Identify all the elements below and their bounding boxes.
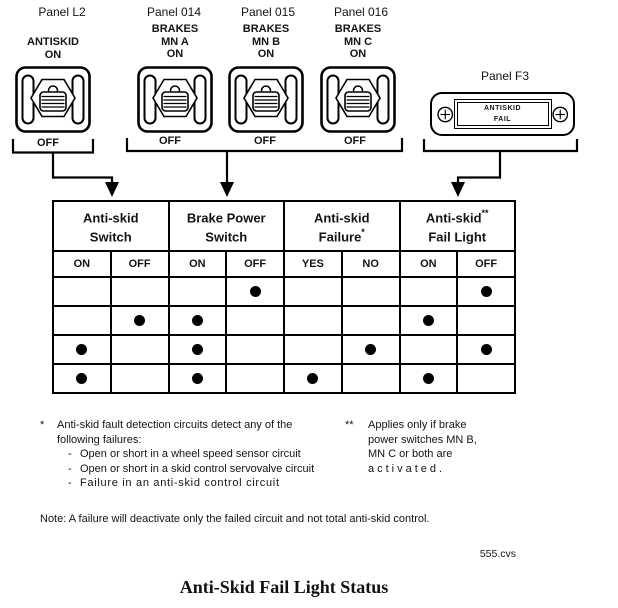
table-cell bbox=[169, 277, 227, 306]
panel-l2-switch-labels bbox=[3, 36, 103, 61]
dot-marker bbox=[192, 373, 203, 384]
footnote-single bbox=[57, 418, 342, 491]
table-row bbox=[53, 306, 515, 335]
table-cell bbox=[284, 277, 342, 306]
table-row bbox=[53, 364, 515, 393]
footnote-single-marker: * bbox=[40, 419, 45, 431]
panel-015-title: Panel 015 bbox=[240, 5, 296, 19]
table-cell bbox=[53, 306, 111, 335]
switch-label-line: MN C bbox=[343, 35, 373, 48]
footnote-line: MN C or both are bbox=[368, 448, 453, 460]
table-cell bbox=[226, 306, 284, 335]
dot-marker bbox=[481, 286, 492, 297]
bullet-dash: - bbox=[68, 448, 72, 460]
arrowhead-icon bbox=[220, 182, 234, 197]
switch-label-line: BRAKES bbox=[334, 23, 382, 35]
note-text: Note: A failure will deactivate only the failed circuit and not total anti-skid control. bbox=[40, 513, 430, 525]
sub-header: ON bbox=[169, 251, 227, 277]
switch-label-line: BRAKES bbox=[242, 23, 290, 35]
sub-header: NO bbox=[342, 251, 400, 277]
footnote-bullet: - Open or short in a wheel speed sensor circuit bbox=[68, 448, 301, 460]
panel-f3-title: Panel F3 bbox=[480, 69, 530, 83]
status-table-body bbox=[53, 277, 515, 393]
table-row bbox=[53, 277, 515, 306]
panel-014-title: Panel 014 bbox=[146, 5, 202, 19]
table-cell bbox=[342, 306, 400, 335]
dot-marker bbox=[134, 315, 145, 326]
switch-label-line: MN A bbox=[161, 35, 189, 48]
screw-icon bbox=[552, 105, 569, 124]
switch-label-line: ON bbox=[44, 48, 62, 61]
dot-marker bbox=[76, 344, 87, 355]
toggle-switch-icon bbox=[320, 66, 396, 133]
table-cell bbox=[226, 335, 284, 364]
screw-icon bbox=[437, 105, 454, 124]
table-cell bbox=[169, 364, 227, 393]
dot-marker bbox=[481, 344, 492, 355]
table-cell bbox=[400, 306, 458, 335]
footnote-double bbox=[368, 418, 498, 476]
status-table bbox=[52, 200, 516, 394]
table-cell bbox=[400, 364, 458, 393]
fail-light-placard bbox=[454, 99, 552, 129]
placard-line: ANTISKID bbox=[483, 105, 522, 112]
panel-015-switch-labels bbox=[216, 23, 316, 61]
table-cell bbox=[457, 364, 515, 393]
group-header-anti-skid-fail-light: Anti-skid** Fail Light bbox=[400, 201, 516, 251]
table-cell bbox=[226, 277, 284, 306]
panel-016-switch-labels bbox=[308, 23, 408, 61]
dot-marker bbox=[307, 373, 318, 384]
panel-016-title: Panel 016 bbox=[333, 5, 389, 19]
switch-label-line: ON bbox=[257, 48, 275, 60]
panel-015-off-label: OFF bbox=[254, 135, 276, 147]
toggle-switch-icon bbox=[15, 66, 91, 133]
sub-header: OFF bbox=[111, 251, 169, 277]
table-cell bbox=[169, 335, 227, 364]
group-header-brake-power-switch: Brake Power Switch bbox=[169, 201, 285, 251]
file-reference: 555.cvs bbox=[479, 548, 516, 560]
footnote-line: activated. bbox=[368, 462, 446, 475]
table-row bbox=[53, 335, 515, 364]
dot-marker bbox=[423, 373, 434, 384]
sub-header: ON bbox=[53, 251, 111, 277]
switch-label-line: ON bbox=[349, 48, 367, 60]
group-header-anti-skid-failure: Anti-skid Failure* bbox=[284, 201, 400, 251]
dot-marker bbox=[192, 344, 203, 355]
dot-marker bbox=[423, 315, 434, 326]
footnote-line: power switches MN B, bbox=[368, 433, 477, 446]
dot-marker bbox=[76, 373, 87, 384]
table-cell bbox=[111, 335, 169, 364]
panel-l2-off-label: OFF bbox=[37, 137, 59, 149]
switch-label-line: ANTISKID bbox=[27, 36, 79, 48]
footnote-line: following failures: bbox=[57, 433, 142, 446]
sub-header-row bbox=[53, 251, 515, 277]
table-cell bbox=[284, 364, 342, 393]
switch-label-line: ON bbox=[166, 48, 184, 60]
footnote-line: Anti-skid fault detection circuits detect any of the bbox=[57, 419, 293, 431]
arrowhead-icon bbox=[451, 182, 465, 197]
table-cell bbox=[284, 335, 342, 364]
footnote-line: Applies only if brake bbox=[368, 419, 467, 431]
figure-caption: Anti-Skid Fail Light Status bbox=[179, 577, 389, 597]
table-cell bbox=[53, 277, 111, 306]
footnote-bullet: - Failure in an anti-skid control circuit bbox=[68, 477, 280, 489]
table-cell bbox=[226, 364, 284, 393]
panel-014-switch-labels bbox=[125, 23, 225, 61]
table-cell bbox=[457, 335, 515, 364]
panel-l2-title: Panel L2 bbox=[38, 5, 86, 19]
table-cell bbox=[111, 364, 169, 393]
toggle-switch-icon bbox=[137, 66, 213, 133]
bullet-dash: - bbox=[68, 462, 72, 475]
dot-marker bbox=[365, 344, 376, 355]
table-cell bbox=[342, 364, 400, 393]
table-cell bbox=[342, 277, 400, 306]
group-header-anti-skid-switch: Anti-skid Switch bbox=[53, 201, 169, 251]
table-cell bbox=[53, 335, 111, 364]
dot-marker bbox=[192, 315, 203, 326]
toggle-switch-icon bbox=[228, 66, 304, 133]
arrowhead-icon bbox=[105, 182, 119, 197]
bullet-dash: - bbox=[68, 477, 72, 489]
sub-header: OFF bbox=[457, 251, 515, 277]
table-cell bbox=[169, 306, 227, 335]
footnote-bullet: - Open or short in a skid control servovalve circuit bbox=[68, 462, 315, 475]
panel-014-off-label: OFF bbox=[159, 135, 181, 147]
table-cell bbox=[111, 306, 169, 335]
group-header-row bbox=[53, 201, 515, 251]
table-cell bbox=[111, 277, 169, 306]
placard-line: FAIL bbox=[493, 116, 512, 123]
footnote-double-marker: ** bbox=[345, 419, 354, 431]
sub-header: YES bbox=[284, 251, 342, 277]
fail-light-indicator bbox=[430, 92, 575, 136]
table-cell bbox=[457, 277, 515, 306]
table-cell bbox=[284, 306, 342, 335]
sub-header: OFF bbox=[226, 251, 284, 277]
sub-header: ON bbox=[400, 251, 458, 277]
table-cell bbox=[400, 335, 458, 364]
switch-label-line: BRAKES bbox=[151, 23, 199, 35]
table-cell bbox=[400, 277, 458, 306]
table-cell bbox=[53, 364, 111, 393]
panel-016-off-label: OFF bbox=[344, 135, 366, 147]
dot-marker bbox=[250, 286, 261, 297]
table-cell bbox=[457, 306, 515, 335]
switch-label-line: MN B bbox=[251, 35, 281, 48]
table-cell bbox=[342, 335, 400, 364]
